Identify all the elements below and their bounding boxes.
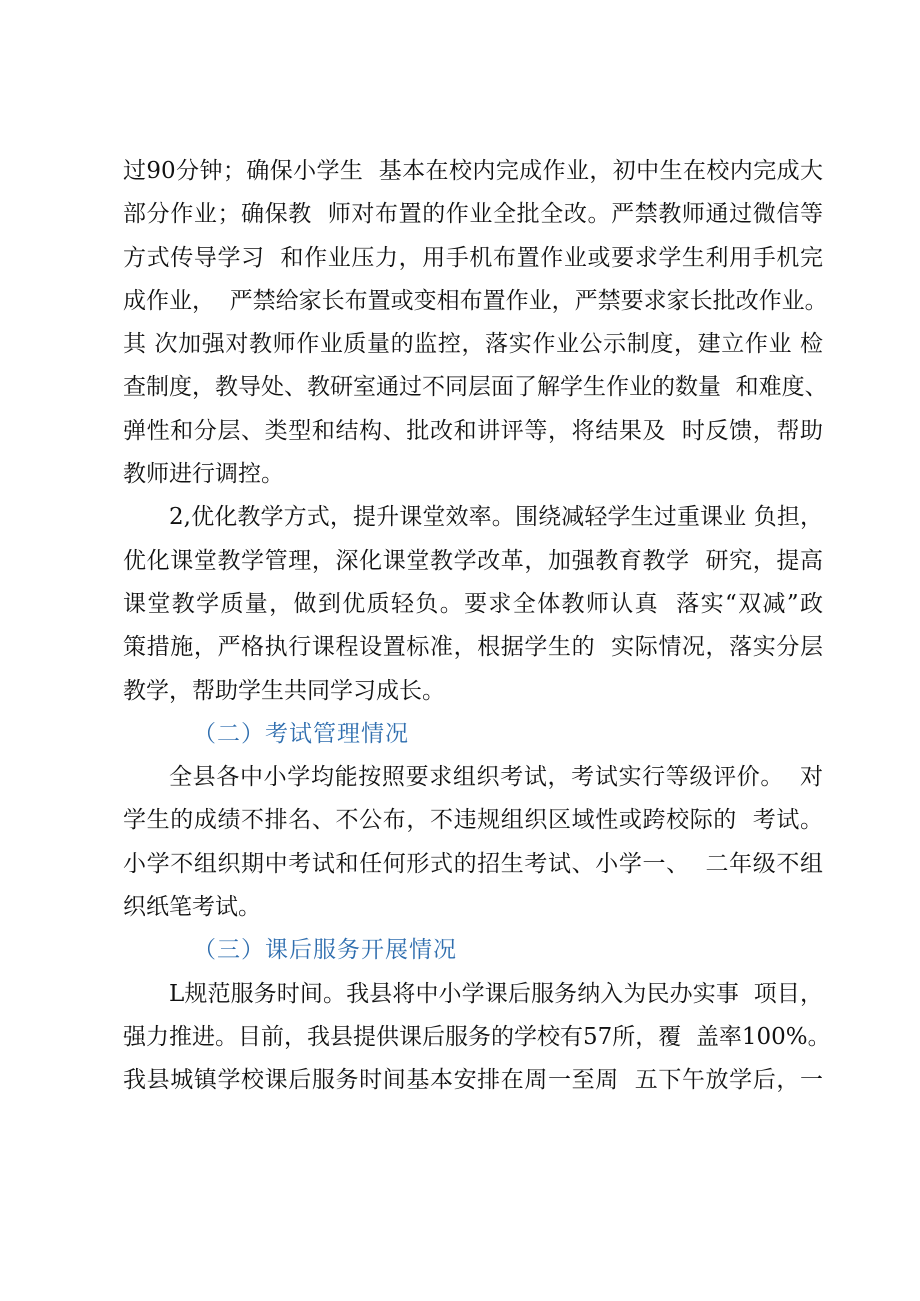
paragraph-line: 课堂教学质量，做到优质轻负。要求全体教师认真 落实“双减”政 xyxy=(123,590,823,617)
paragraph-line: 弹性和分层、类型和结构、批改和讲评等，将结果及 时反馈，帮助 xyxy=(123,417,823,444)
paragraph-line: 策措施，严格执行课程设置标准，根据学生的 实际情况，落实分层 xyxy=(123,634,823,661)
section-heading: （三）课后服务开展情况 xyxy=(193,937,457,964)
paragraph-line: 教师进行调控。 xyxy=(123,461,284,488)
paragraph-first-line: 全县各中小学均能按照要求组织考试，考试实行等级评价。 对 xyxy=(169,764,823,791)
paragraph-line: 学生的成绩不排名、不公布，不违规组织区域性或跨校际的 考试。 xyxy=(123,807,823,834)
paragraph-line: 强力推进。目前，我县提供课后服务的学校有57所，覆 盖率100%。 xyxy=(123,1023,831,1050)
paragraph-line: 优化课堂教学管理，深化课堂教学改革，加强教育教学 研究，提高 xyxy=(123,547,823,574)
paragraph-line: 方式传导学习 和作业压力，用手机布置作业或要求学生利用手机完 xyxy=(123,244,823,271)
paragraph-line: 教学，帮助学生共同学习成长。 xyxy=(123,677,445,704)
paragraph-first-line: 2,优化教学方式，提升课堂效率。围绕减轻学生过重课业 负担， xyxy=(169,504,823,531)
paragraph-line: 过90分钟；确保小学生 基本在校内完成作业，初中生在校内完成大 xyxy=(123,158,823,184)
paragraph-line: 我县城镇学校课后服务时间基本安排在周一至周 五下午放学后，一 xyxy=(123,1067,823,1094)
paragraph-line: 查制度，教导处、教研室通过不同层面了解学生作业的数量 和难度、 xyxy=(123,374,828,401)
paragraph-line: 织纸笔考试。 xyxy=(123,894,261,921)
document-body xyxy=(123,150,831,1103)
paragraph-line: 其 次加强对教师作业质量的监控，落实作业公示制度，建立作业 检 xyxy=(123,331,823,358)
section-heading: （二）考试管理情况 xyxy=(193,720,409,747)
paragraph-line: 小学不组织期中考试和任何形式的招生考试、小学一、 二年级不组 xyxy=(123,850,823,877)
paragraph-line: 成作业， 严禁给家长布置或变相布置作业，严禁要求家长批改作业。 xyxy=(123,287,828,314)
paragraph-first-line: L规范服务时间。我县将中小学课后服务纳入为民办实事 项目， xyxy=(169,980,823,1007)
paragraph-line: 部分作业；确保教 师对布置的作业全批全改。严禁教师通过微信等 xyxy=(123,201,823,228)
